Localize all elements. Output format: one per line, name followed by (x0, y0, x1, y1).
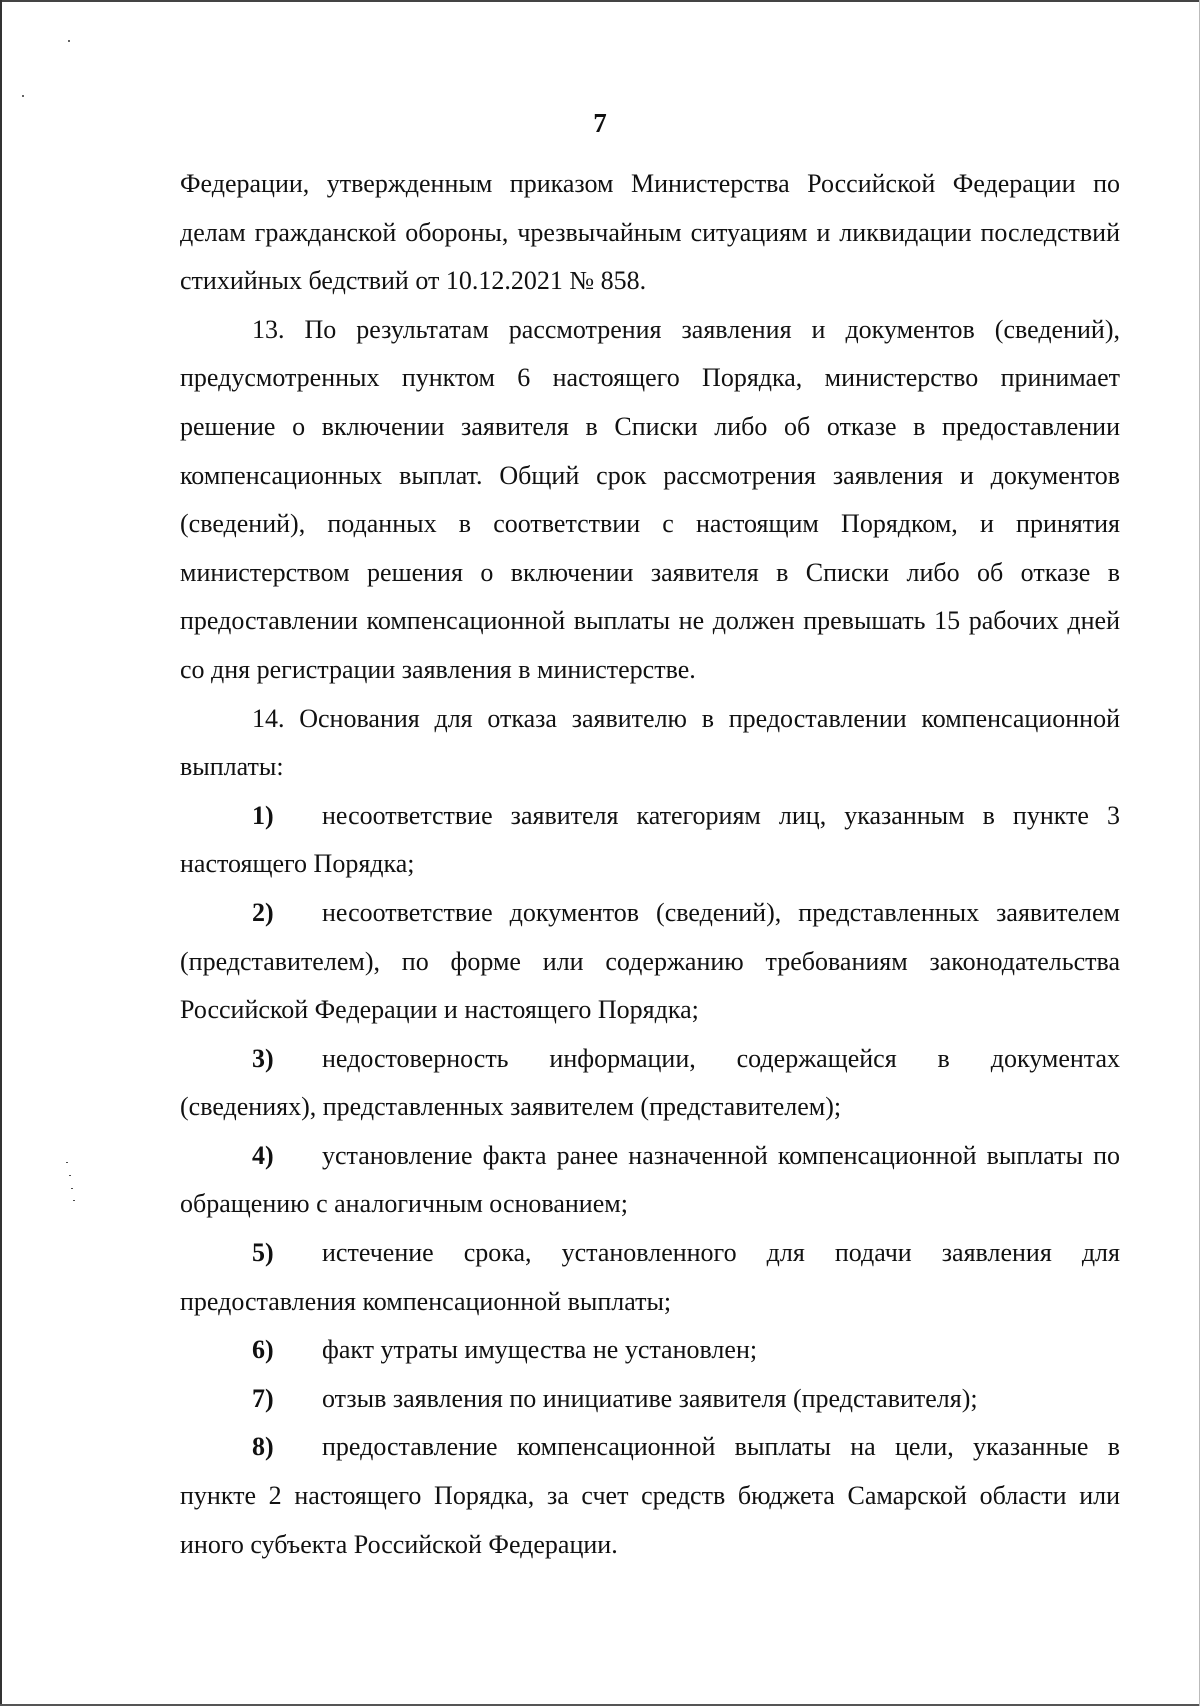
paragraph-14: 14. Основания для отказа заявителю в предоставлении компенсационной выплаты: (180, 703, 1120, 782)
list-item-text: несоответствие документов (сведений), представленных заявителем (представителем), по форме или содержанию требованиям законодательства Российской Федерации и настоящего Порядка; (180, 897, 1120, 1025)
list-item-number: 8) (252, 1432, 274, 1462)
scan-speck (69, 1175, 71, 1176)
list-item-number: 6) (252, 1335, 274, 1365)
scan-speck (22, 95, 24, 97)
list-item-number: 3) (252, 1043, 274, 1073)
list-item-7 (180, 1375, 1120, 1424)
list-item-5 (180, 1229, 1120, 1326)
list-item-number: 4) (252, 1140, 274, 1170)
list-item-text: недостоверность информации, содержащейся в документах (сведениях), представленных заявителем (представителем); (180, 1043, 1120, 1122)
list-item-text: отзыв заявления по инициативе заявителя (представителя); (322, 1383, 978, 1413)
list-item-text: несоответствие заявителя категориям лиц, указанным в пункте 3 настоящего Порядка; (180, 800, 1120, 879)
scan-speck (66, 1162, 68, 1163)
scan-speck (68, 40, 70, 42)
list-item-number: 2) (252, 897, 274, 927)
list-item-text: установление факта ранее назначенной компенсационной выплаты по обращению с аналогичным основанием; (180, 1140, 1120, 1219)
scan-speck (71, 1188, 73, 1189)
list-item-text: факт утраты имущества не установлен; (322, 1335, 758, 1365)
list-item-4 (180, 1132, 1120, 1229)
list-item-1 (180, 792, 1120, 889)
list-item-number: 5) (252, 1238, 274, 1268)
list-item-6 (180, 1326, 1120, 1375)
scan-edge-left (0, 0, 2, 1706)
list-item-8 (180, 1423, 1120, 1569)
paragraph-continued: Федерации, утвержденным приказом Министерства Российской Федерации по делам гражданской обороны, чрезвычайным ситуациям и ликвидации последствий стихийных бедствий от 10.12.2021 № 858. (180, 169, 1120, 296)
list-item-number: 1) (252, 800, 274, 830)
list-item-2 (180, 889, 1120, 1035)
document-body (180, 160, 1120, 1569)
list-item-text: истечение срока, установленного для подачи заявления для предоставления компенсационной выплаты; (180, 1238, 1120, 1316)
list-item-3 (180, 1035, 1120, 1132)
list-item-number: 7) (252, 1383, 274, 1413)
page-number: 7 (593, 108, 607, 138)
scan-edge-top (0, 0, 1200, 2)
paragraph-13: 13. По результатам рассмотрения заявления и документов (сведений), предусмотренных пунктом 6 настоящего Порядка, министерство принимает решение о включении заявителя в Списки либо об отказе в предоставлении компенсационных выплат. Общий срок рассмотрения заявления и документов (сведений), поданных в соответствии с настоящим Порядком, и принятия министерством решения о включении заявителя в Списки либо об отказе в предоставлении компенсационной выплаты не должен превышать 15 рабочих дней со дня регистрации заявления в министерстве. (180, 314, 1120, 684)
list-item-text: предоставление компенсационной выплаты на цели, указанные в пункте 2 настоящего Порядка, за счет средств бюджета Самарской области или иного субъекта Российской Федерации. (180, 1432, 1120, 1559)
scan-speck (73, 1200, 75, 1201)
